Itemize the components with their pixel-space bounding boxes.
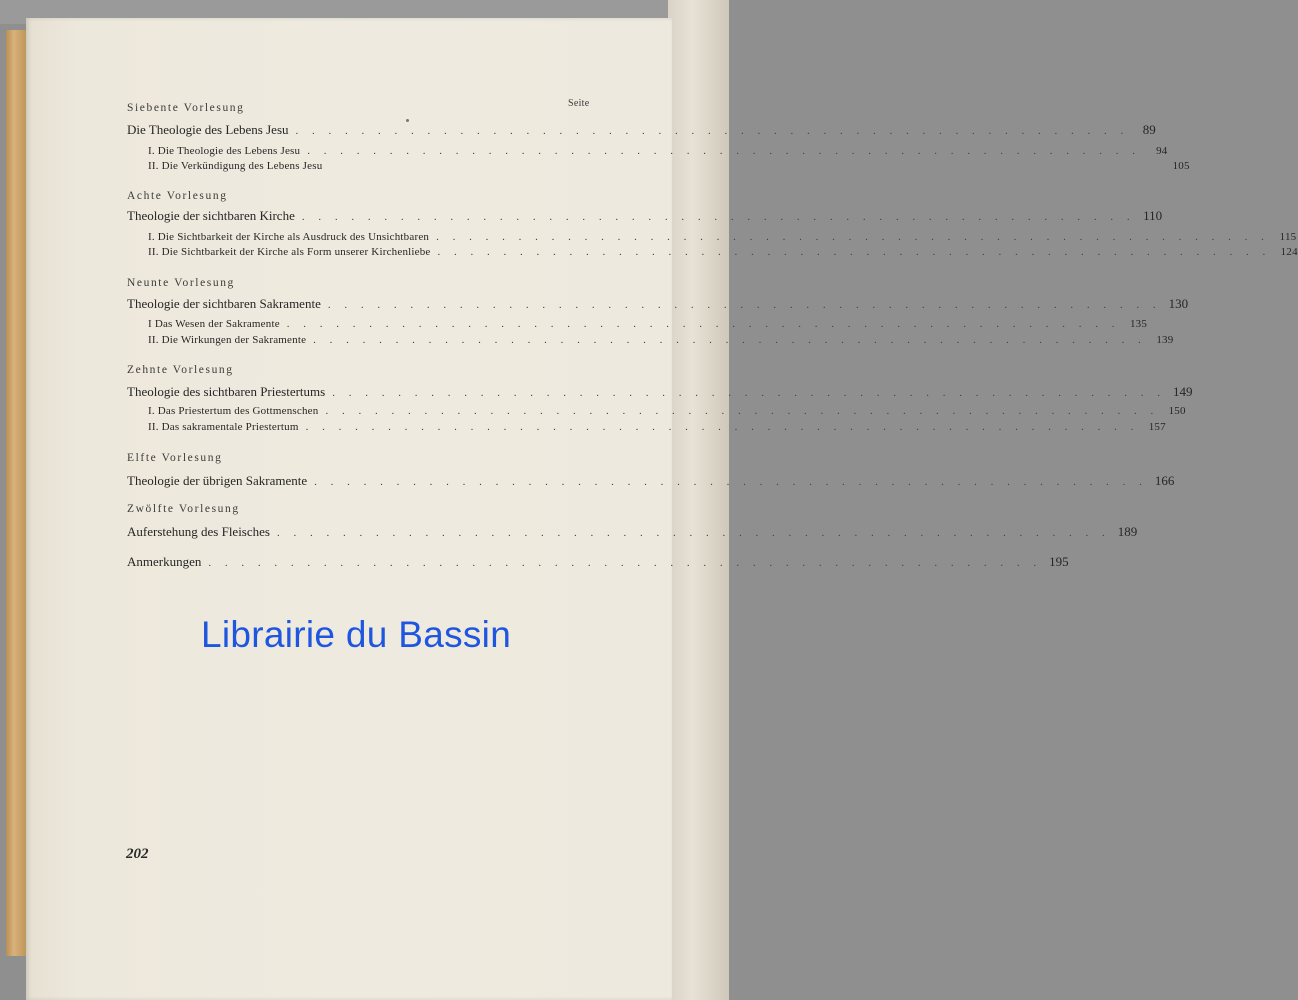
dot-leader: . . . . . . . . . . . . . . . . . . . . . . . . . . . . . . . . . . . . . . . . . . . . . . . . . . . — [301, 211, 1136, 223]
entry-title: Theologie der sichtbaren Sakramente — [127, 296, 321, 311]
entry-page: 105 — [1172, 160, 1190, 172]
lecture-heading: Neunte Vorlesung — [127, 277, 235, 289]
toc-appendix-entry — [127, 554, 1069, 571]
toc-sub-entry — [148, 160, 1190, 177]
dot-leader: . . . . . . . . . . . . . . . . . . . . . . . . . . . . . . . . . . . . . . . . . . . . . . . . . . . — [295, 125, 1129, 137]
lecture-heading: Zwölfte Vorlesung — [127, 503, 240, 515]
dot-leader: . . . . . . . . . . . . . . . . . . . . . . . . . . . . . . . . . . . . . . . . . . . . . . . . . . . — [314, 476, 1148, 488]
dot-leader: . . . . . . . . . . . . . . . . . . . . . . . . . . . . . . . . . . . . . . . . . . . . . . . . . . . — [436, 231, 1270, 243]
dot-leader: . . . . . . . . . . . . . . . . . . . . . . . . . . . . . . . . . . . . . . . . . . . . . . . . . . . — [313, 334, 1147, 346]
book-spine — [6, 30, 28, 956]
dot-leader: . . . . . . . . . . . . . . . . . . . . . . . . . . . . . . . . . . . . . . . . . . . . . . . . . . . — [307, 145, 1141, 157]
entry-title: Theologie der sichtbaren Kirche — [127, 208, 295, 223]
book-page — [26, 18, 1298, 1000]
entry-title: Theologie der übrigen Sakramente — [127, 473, 308, 488]
entry-page: 135 — [1129, 318, 1148, 330]
toc-sub-entry — [148, 246, 1298, 263]
watermark-text: Librairie du Bassin — [201, 614, 512, 655]
entry-page: 166 — [1154, 473, 1175, 488]
entry-title: I Das Wesen der Sakramente — [148, 318, 280, 330]
dot-leader: . . . . . . . . . . . . . . . . . . . . . . . . . . . . . . . . . . . . . . . . . . . . . . . . . . . — [276, 527, 1111, 539]
page-column-label: Seite — [568, 98, 590, 109]
entry-title: II. Die Wirkungen der Sakramente — [148, 334, 307, 346]
entry-page: 110 — [1143, 208, 1163, 223]
entry-title: II. Die Sichtbarkeit der Kirche als Form unserer Kirchenliebe — [148, 246, 431, 258]
entry-page: 124 — [1280, 246, 1298, 258]
entry-page: 189 — [1117, 524, 1138, 539]
entry-page: 139 — [1156, 334, 1174, 346]
entry-page: 115 — [1279, 231, 1297, 243]
toc-sub-entry — [148, 405, 1186, 422]
toc-main-entry — [127, 384, 1193, 401]
toc-main-entry — [127, 296, 1189, 313]
dot-leader: . . . . . . . . . . . . . . . . . . . . . . . . . . . . . . . . . . . . . . . . . . . . . . . . . . . — [437, 246, 1271, 258]
entry-title: Auferstehung des Fleisches — [127, 524, 270, 539]
entry-page: 149 — [1172, 384, 1193, 399]
toc-sub-entry — [148, 421, 1166, 438]
toc-main-entry — [127, 524, 1138, 541]
entry-page: 157 — [1148, 421, 1166, 433]
toc-sub-entry — [148, 334, 1174, 351]
entry-page: 94 — [1156, 145, 1168, 157]
entry-title: Die Theologie des Lebens Jesu — [127, 122, 289, 137]
page-number: 202 — [126, 846, 149, 862]
toc-main-entry — [127, 473, 1175, 490]
dot-leader: . . . . . . . . . . . . . . . . . . . . . . . . . . . . . . . . . . . . . . . . . . . . . . . . . . . — [286, 318, 1121, 330]
dot-leader: . . . . . . . . . . . . . . . . . . . . . . . . . . . . . . . . . . . . . . . . . . . . . . . . . . . — [327, 299, 1162, 311]
dot-leader: . . . . . . . . . . . . . . . . . . . . . . . . . . . . . . . . . . . . . . . . . . . . . . . . . . . — [208, 557, 1042, 569]
entry-title: I. Die Sichtbarkeit der Kirche als Ausdruck des Unsichtbaren — [148, 231, 430, 243]
entry-title: Anmerkungen — [127, 554, 202, 569]
entry-title: II. Die Verkündigung des Lebens Jesu — [148, 160, 323, 172]
table-of-contents — [26, 18, 1298, 1000]
lecture-heading: Elfte Vorlesung — [127, 452, 223, 464]
entry-page: 89 — [1142, 122, 1156, 137]
lecture-heading: Zehnte Vorlesung — [127, 364, 234, 376]
entry-title: Theologie des sichtbaren Priestertums — [127, 384, 326, 399]
entry-page: 130 — [1168, 296, 1189, 311]
toc-sub-entry — [148, 318, 1148, 335]
lecture-heading: Siebente Vorlesung — [127, 102, 245, 114]
dot-leader: . . . . . . . . . . . . . . . . . . . . . . . . . . . . . . . . . . . . . . . . . . . . . . . . . . . — [332, 387, 1166, 399]
dot-leader: . . . . . . . . . . . . . . . . . . . . . . . . . . . . . . . . . . . . . . . . . . . . . . . . . . . — [305, 421, 1139, 433]
toc-main-entry — [127, 122, 1156, 139]
entry-title: I. Die Theologie des Lebens Jesu — [148, 145, 301, 157]
entry-page: 195 — [1049, 554, 1069, 569]
entry-title: I. Das Priestertum des Gottmenschen — [148, 405, 319, 417]
entry-page: 150 — [1168, 405, 1186, 417]
toc-main-entry — [127, 208, 1163, 225]
lecture-heading: Achte Vorlesung — [127, 190, 228, 202]
dot-leader: . . . . . . . . . . . . . . . . . . . . . . . . . . . . . . . . . . . . . . . . . . . . . . . . . . . — [325, 405, 1159, 417]
entry-title: II. Das sakramentale Priestertum — [148, 421, 299, 433]
